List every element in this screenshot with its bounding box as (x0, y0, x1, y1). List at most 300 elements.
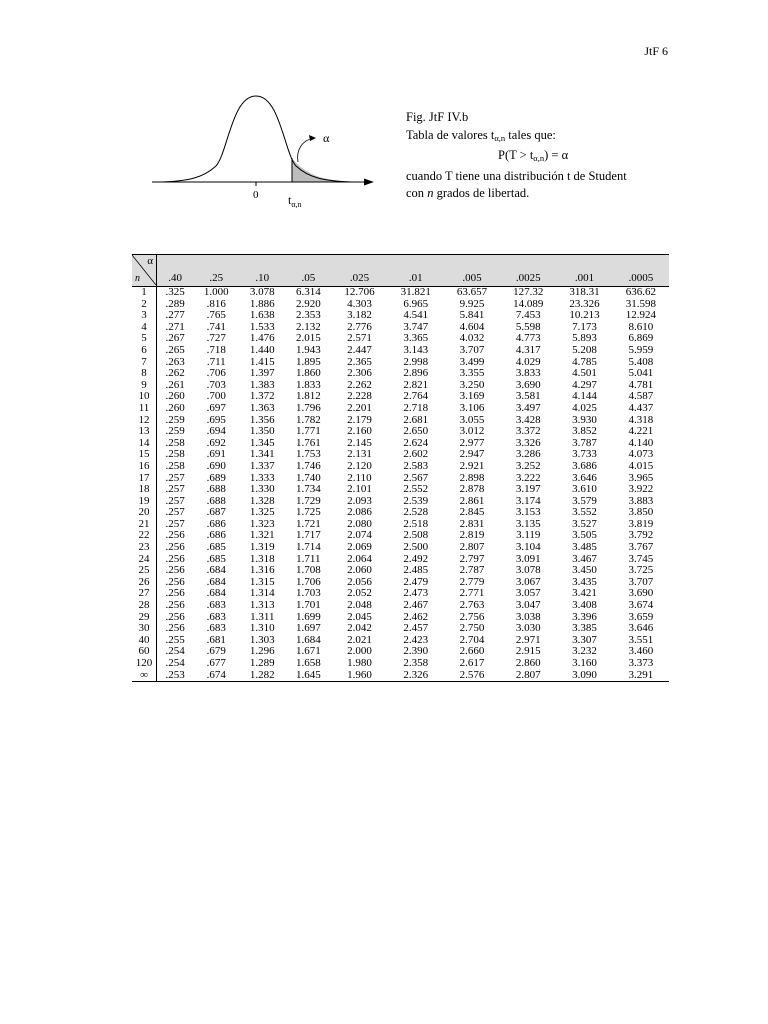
table-cell: 2.080 (347, 517, 372, 530)
table-cell: 1.638 (249, 309, 275, 322)
table-cell: 2.101 (347, 483, 372, 496)
table-cell: 3.106 (459, 401, 485, 414)
corner-n-label: n (135, 273, 140, 285)
table-cell: 3.965 (628, 471, 654, 484)
degrees-of-freedom-cell: 1 (132, 287, 157, 299)
table-cell: 12.924 (625, 309, 656, 322)
table-cell: 1.734 (295, 483, 321, 496)
column-header: .0005 (613, 255, 669, 287)
table-cell: 1.943 (295, 343, 321, 356)
table-row (132, 345, 669, 357)
table-cell: 1.325 (249, 506, 275, 519)
table-cell: .256 (165, 552, 185, 565)
table-cell: .683 (206, 622, 226, 635)
table-cell: 2.485 (403, 564, 429, 577)
table-cell: 14.089 (513, 297, 544, 310)
table-cell: 4.025 (572, 401, 597, 414)
table-cell: 2.617 (459, 657, 485, 669)
table-cell: .256 (165, 599, 185, 612)
table-cell: 2.179 (347, 413, 372, 426)
degrees-of-freedom-cell: 14 (132, 438, 157, 450)
table-cell: 1.440 (249, 343, 275, 356)
table-cell: 2.920 (295, 297, 321, 310)
table-cell: 3.725 (628, 564, 654, 577)
table-cell: 127.32 (513, 286, 544, 298)
table-cell: 31.821 (400, 286, 431, 298)
degrees-of-freedom-cell: 2 (132, 299, 157, 311)
table-cell: 2.576 (444, 670, 500, 682)
table-cell: 3.850 (628, 506, 654, 519)
table-cell: .256 (165, 529, 185, 542)
table-cell: 3.307 (572, 633, 597, 646)
table-row (132, 287, 669, 299)
table-cell: 2.756 (459, 610, 485, 623)
table-cell: 4.604 (459, 320, 485, 333)
table-cell: .684 (206, 575, 226, 588)
table-cell: 3.690 (515, 378, 541, 391)
table-cell: 31.598 (625, 297, 656, 310)
t-density-plot (148, 86, 378, 216)
table-cell: 2.326 (388, 670, 444, 682)
table-cell: 3.690 (628, 587, 654, 600)
table-cell: 2.764 (403, 390, 429, 403)
table-cell: 2.552 (403, 483, 429, 496)
table-cell: 2.131 (347, 448, 372, 461)
column-header: .001 (556, 255, 612, 287)
table-cell: 1.960 (331, 670, 387, 682)
table-cell: 2.086 (347, 506, 372, 519)
alpha-pointer (298, 138, 314, 162)
table-cell: 2.015 (295, 332, 321, 345)
table-cell: 3.286 (515, 448, 541, 461)
table-cell: 2.021 (347, 633, 372, 646)
table-cell: 2.462 (403, 610, 429, 623)
degrees-of-freedom-cell: 13 (132, 426, 157, 438)
degrees-of-freedom-cell: 28 (132, 600, 157, 612)
table-cell: .257 (165, 517, 185, 530)
table-cell: .256 (165, 622, 185, 635)
degrees-of-freedom-cell: ∞ (132, 670, 157, 682)
table-cell: 3.250 (459, 378, 485, 391)
table-cell: 2.074 (347, 529, 372, 542)
table-cell: .277 (165, 309, 185, 322)
table-row (132, 484, 669, 496)
column-header: .05 (285, 255, 331, 287)
table-cell: 2.201 (347, 401, 372, 414)
table-cell: 3.104 (515, 541, 541, 554)
table-cell: 3.922 (628, 483, 654, 496)
table-cell: 2.750 (459, 622, 485, 635)
degrees-of-freedom-cell: 40 (132, 635, 157, 647)
table-cell: 1.330 (249, 483, 275, 496)
table-cell: 2.093 (347, 494, 372, 507)
table-cell: 1.717 (295, 529, 321, 542)
table-cell: 1.761 (295, 436, 321, 449)
table-cell: 2.492 (403, 552, 429, 565)
zero-label: 0 (253, 189, 259, 201)
table-cell: 3.232 (572, 645, 597, 658)
table-cell: 3.160 (572, 657, 597, 669)
table-cell: 2.845 (459, 506, 485, 519)
table-cell: 2.353 (295, 309, 321, 322)
table-cell: 2.602 (403, 448, 429, 461)
table-cell: 4.785 (572, 355, 597, 368)
table-cell: 1.318 (249, 552, 275, 565)
table-cell: 1.289 (249, 657, 275, 669)
table-cell: 3.078 (249, 286, 275, 298)
table-cell: 3.646 (628, 622, 654, 635)
table-cell: 3.733 (572, 448, 597, 461)
table-cell: 1.645 (285, 670, 331, 682)
table-cell: .256 (165, 575, 185, 588)
table-cell: 1.372 (249, 390, 275, 403)
table-cell: 4.541 (403, 309, 429, 322)
table-cell: 1.314 (249, 587, 275, 600)
table-cell: 1.341 (249, 448, 275, 461)
table-cell: 1.753 (295, 448, 321, 461)
table-cell: 2.624 (403, 436, 429, 449)
table-cell: 3.396 (572, 610, 597, 623)
caption-line-5 (406, 185, 627, 203)
table-cell: 1.711 (296, 552, 321, 565)
table-cell: .271 (165, 320, 185, 333)
table-cell: 1.415 (249, 355, 275, 368)
table-cell: .711 (206, 355, 226, 368)
table-row (132, 600, 669, 612)
table-cell: .688 (206, 494, 226, 507)
table-cell: 2.365 (347, 355, 372, 368)
table-cell: 1.895 (295, 355, 321, 368)
table-cell: .267 (165, 332, 185, 345)
caption-formula-post: ) = α (544, 148, 569, 162)
table-cell: 2.771 (459, 587, 485, 600)
table-cell: 2.500 (403, 541, 429, 554)
table-cell: 1.000 (203, 286, 229, 298)
table-cell: 3.421 (572, 587, 597, 600)
table-cell: .257 (165, 483, 185, 496)
degrees-of-freedom-cell: 3 (132, 310, 157, 322)
caption-line-2-sub: α,n (494, 132, 506, 143)
table-cell: .256 (165, 564, 185, 577)
table-cell: 3.182 (347, 309, 372, 322)
table-cell: 2.160 (347, 425, 372, 438)
t-critical-values-table (132, 254, 669, 682)
table-cell: 5.408 (628, 355, 654, 368)
table-cell: 2.807 (459, 541, 485, 554)
table-cell: 3.326 (515, 436, 541, 449)
table-cell: .262 (165, 367, 185, 380)
table-cell: .694 (206, 425, 226, 438)
table-cell: 2.776 (347, 320, 372, 333)
table-row (132, 403, 669, 415)
degrees-of-freedom-cell: 15 (132, 449, 157, 461)
table-cell: 1.328 (249, 494, 275, 507)
table-cell: 3.787 (572, 436, 597, 449)
table-row (132, 542, 669, 554)
degrees-of-freedom-cell: 6 (132, 345, 157, 357)
table-cell: 1.701 (295, 599, 321, 612)
table-cell: .681 (206, 633, 226, 646)
degrees-of-freedom-cell: 19 (132, 496, 157, 508)
column-header: .0025 (500, 255, 556, 287)
table-cell: 9.925 (459, 297, 485, 310)
table-cell: 2.797 (459, 552, 485, 565)
table-cell: 3.055 (459, 413, 485, 426)
degrees-of-freedom-cell: 60 (132, 646, 157, 658)
table-cell: 2.571 (347, 332, 372, 345)
table-cell: 1.697 (295, 622, 321, 635)
table-cell: 3.883 (628, 494, 654, 507)
table-cell: 3.460 (628, 645, 654, 658)
column-header: .005 (444, 255, 500, 287)
table-cell: .254 (165, 657, 185, 669)
table-cell: 4.587 (628, 390, 654, 403)
degrees-of-freedom-cell: 120 (132, 658, 157, 670)
table-cell: 3.385 (572, 622, 597, 635)
table-cell: 4.317 (515, 343, 541, 356)
table-cell: .697 (206, 401, 226, 414)
table-cell: 3.291 (613, 670, 669, 682)
table-cell: 3.197 (515, 483, 541, 496)
table-cell: 1.833 (295, 378, 321, 391)
table-cell: 3.551 (628, 633, 654, 646)
table-cell: 3.792 (628, 529, 654, 542)
table-cell: 4.144 (572, 390, 597, 403)
table-cell: 1.684 (295, 633, 321, 646)
table-cell: .727 (206, 332, 226, 345)
table-cell: 1.350 (249, 425, 275, 438)
table-cell: 318.31 (569, 286, 600, 298)
table-cell: .683 (206, 599, 226, 612)
table-cell: 6.314 (295, 286, 321, 298)
alpha-label: α (323, 131, 330, 145)
table-cell: 2.660 (459, 645, 485, 658)
table-cell: 1.319 (249, 541, 275, 554)
t-distribution-figure (148, 86, 378, 216)
table-cell: 2.681 (403, 413, 429, 426)
table-cell: 2.807 (500, 670, 556, 682)
table-cell: .259 (165, 425, 185, 438)
table-cell: 3.707 (628, 575, 654, 588)
table-cell: .686 (206, 517, 226, 530)
table-cell: 2.819 (459, 529, 485, 542)
table-cell: 1.658 (295, 657, 321, 669)
table-cell: 2.306 (347, 367, 372, 380)
table-cell: 1.311 (250, 610, 275, 623)
table-cell: 2.358 (403, 657, 429, 669)
table-cell: 3.174 (515, 494, 541, 507)
table-cell: .256 (165, 587, 185, 600)
degrees-of-freedom-cell: 17 (132, 473, 157, 485)
table-cell: .254 (165, 645, 185, 658)
degrees-of-freedom-cell: 20 (132, 507, 157, 519)
caption-line-5-n: n (427, 186, 434, 200)
degrees-of-freedom-cell: 8 (132, 368, 157, 380)
table-cell: 4.773 (515, 332, 541, 345)
table-cell: 3.686 (572, 459, 597, 472)
table-cell: 3.930 (572, 413, 597, 426)
caption-line-2 (406, 127, 627, 148)
table-cell: .257 (165, 506, 185, 519)
table-cell: 6.965 (403, 297, 429, 310)
table-cell: 3.038 (515, 610, 541, 623)
degrees-of-freedom-cell: 7 (132, 357, 157, 369)
table-cell: 5.841 (459, 309, 485, 322)
table-cell: 3.143 (403, 343, 429, 356)
table-cell: 1.725 (295, 506, 321, 519)
column-header: .025 (331, 255, 387, 287)
table-cell: .765 (206, 309, 226, 322)
table-cell: 1.303 (249, 633, 275, 646)
degrees-of-freedom-cell: 27 (132, 588, 157, 600)
table-cell: 4.318 (628, 413, 654, 426)
table-cell: 7.173 (572, 320, 597, 333)
table-cell: 3.747 (403, 320, 429, 333)
table-cell: 3.497 (515, 401, 541, 414)
table-cell: .256 (165, 541, 185, 554)
table-cell: .258 (165, 459, 185, 472)
table-cell: .260 (165, 390, 185, 403)
table-cell: 3.581 (515, 390, 541, 403)
degrees-of-freedom-cell: 11 (132, 403, 157, 415)
table-cell: 3.435 (572, 575, 597, 588)
table-cell: .260 (165, 401, 185, 414)
table-cell: 3.091 (515, 552, 541, 565)
table-cell: 4.297 (572, 378, 597, 391)
table-cell: 1.886 (249, 297, 275, 310)
table-cell: 3.153 (515, 506, 541, 519)
table-cell: 3.355 (459, 367, 485, 380)
table-cell: 1.316 (249, 564, 275, 577)
page-label: JtF 6 (644, 44, 668, 58)
caption-formula-pre: P(T > t (498, 148, 534, 162)
table-cell: 3.745 (628, 552, 654, 565)
table-header-row (132, 255, 669, 287)
table-cell: 2.060 (347, 564, 372, 577)
table-cell: .255 (165, 633, 185, 646)
table-cell: 3.579 (572, 494, 597, 507)
table-cell: .685 (206, 552, 226, 565)
table-cell: 2.539 (403, 494, 429, 507)
table-cell: 1.356 (249, 413, 275, 426)
table-cell: 1.282 (239, 670, 285, 682)
table-cell: 2.473 (403, 587, 429, 600)
table-cell: 2.528 (403, 506, 429, 519)
table-cell: 1.714 (295, 541, 321, 554)
table-cell: 1.860 (295, 367, 321, 380)
table-cell: 2.583 (403, 459, 429, 472)
table-cell: 1.740 (295, 471, 321, 484)
degrees-of-freedom-cell: 26 (132, 577, 157, 589)
table-cell: .258 (165, 448, 185, 461)
table-cell: 2.567 (403, 471, 429, 484)
table-cell: 2.650 (403, 425, 429, 438)
table-cell: 2.045 (347, 610, 372, 623)
caption-formula (406, 147, 627, 168)
table-cell: 3.119 (516, 529, 541, 542)
column-header: .25 (193, 255, 239, 287)
table-cell: 1.812 (295, 390, 321, 403)
table-cell: .257 (165, 471, 185, 484)
table-cell: 1.296 (249, 645, 275, 658)
table-cell: .253 (157, 670, 194, 682)
table-cell: .258 (165, 436, 185, 449)
table-cell: 1.706 (295, 575, 321, 588)
table-cell: 2.898 (459, 471, 485, 484)
table-cell: 5.893 (572, 332, 597, 345)
table-cell: .684 (206, 564, 226, 577)
table-cell: 2.262 (347, 378, 372, 391)
table-cell: 3.372 (515, 425, 541, 438)
table-cell: 2.998 (403, 355, 429, 368)
column-header: .10 (239, 255, 285, 287)
table-cell: 1.476 (249, 332, 275, 345)
table-cell: 3.527 (572, 517, 597, 530)
table-cell: 2.120 (347, 459, 372, 472)
table-cell: 2.423 (403, 633, 429, 646)
table-cell: 2.947 (459, 448, 485, 461)
table-cell: 5.041 (628, 367, 654, 380)
table-cell: 2.056 (347, 575, 372, 588)
table-cell: 3.057 (515, 587, 541, 600)
table-cell: 1.363 (249, 401, 275, 414)
table-cell: 4.073 (628, 448, 654, 461)
table-cell: 3.646 (572, 471, 597, 484)
table-cell: .688 (206, 483, 226, 496)
table-cell: 3.450 (572, 564, 597, 577)
degrees-of-freedom-cell: 4 (132, 322, 157, 334)
table-cell: 2.787 (459, 564, 485, 577)
table-cell: 2.069 (347, 541, 372, 554)
caption-line-4: cuando T tiene una distribución t de Student (406, 168, 627, 183)
degrees-of-freedom-cell: 9 (132, 380, 157, 392)
table-cell: 1.703 (295, 587, 321, 600)
table-cell: 2.971 (515, 633, 541, 646)
table-cell: 4.221 (628, 425, 654, 438)
table-cell: 3.428 (515, 413, 541, 426)
table-cell: 3.499 (459, 355, 485, 368)
degrees-of-freedom-cell: 5 (132, 333, 157, 345)
table-cell: 3.707 (459, 343, 485, 356)
table-cell: .289 (165, 297, 185, 310)
table-cell: .685 (206, 541, 226, 554)
degrees-of-freedom-cell: 24 (132, 554, 157, 566)
table-cell: 1.746 (295, 459, 321, 472)
table-cell: 4.303 (347, 297, 372, 310)
table-cell: .692 (206, 436, 226, 449)
table-cell: 3.222 (515, 471, 541, 484)
table-cell: .259 (165, 413, 185, 426)
table-cell: .325 (165, 286, 185, 298)
caption-line-2-post: tales que: (505, 127, 556, 142)
corner-cell (132, 255, 157, 287)
table-cell: 4.437 (628, 401, 654, 414)
table-cell: .674 (193, 670, 239, 682)
table-cell: .741 (206, 320, 226, 333)
table-cell: 2.228 (347, 390, 372, 403)
table-cell: 3.767 (628, 541, 654, 554)
table-cell: 2.861 (459, 494, 485, 507)
degrees-of-freedom-cell: 22 (132, 530, 157, 542)
table-cell: 1.699 (295, 610, 321, 623)
table-cell: 2.467 (403, 599, 429, 612)
table-cell: .690 (206, 459, 226, 472)
degrees-of-freedom-cell: 12 (132, 415, 157, 427)
table-cell: 1.782 (295, 413, 321, 426)
table-cell: 2.915 (515, 645, 541, 658)
table-cell: 4.029 (515, 355, 541, 368)
table-cell: 3.467 (572, 552, 597, 565)
